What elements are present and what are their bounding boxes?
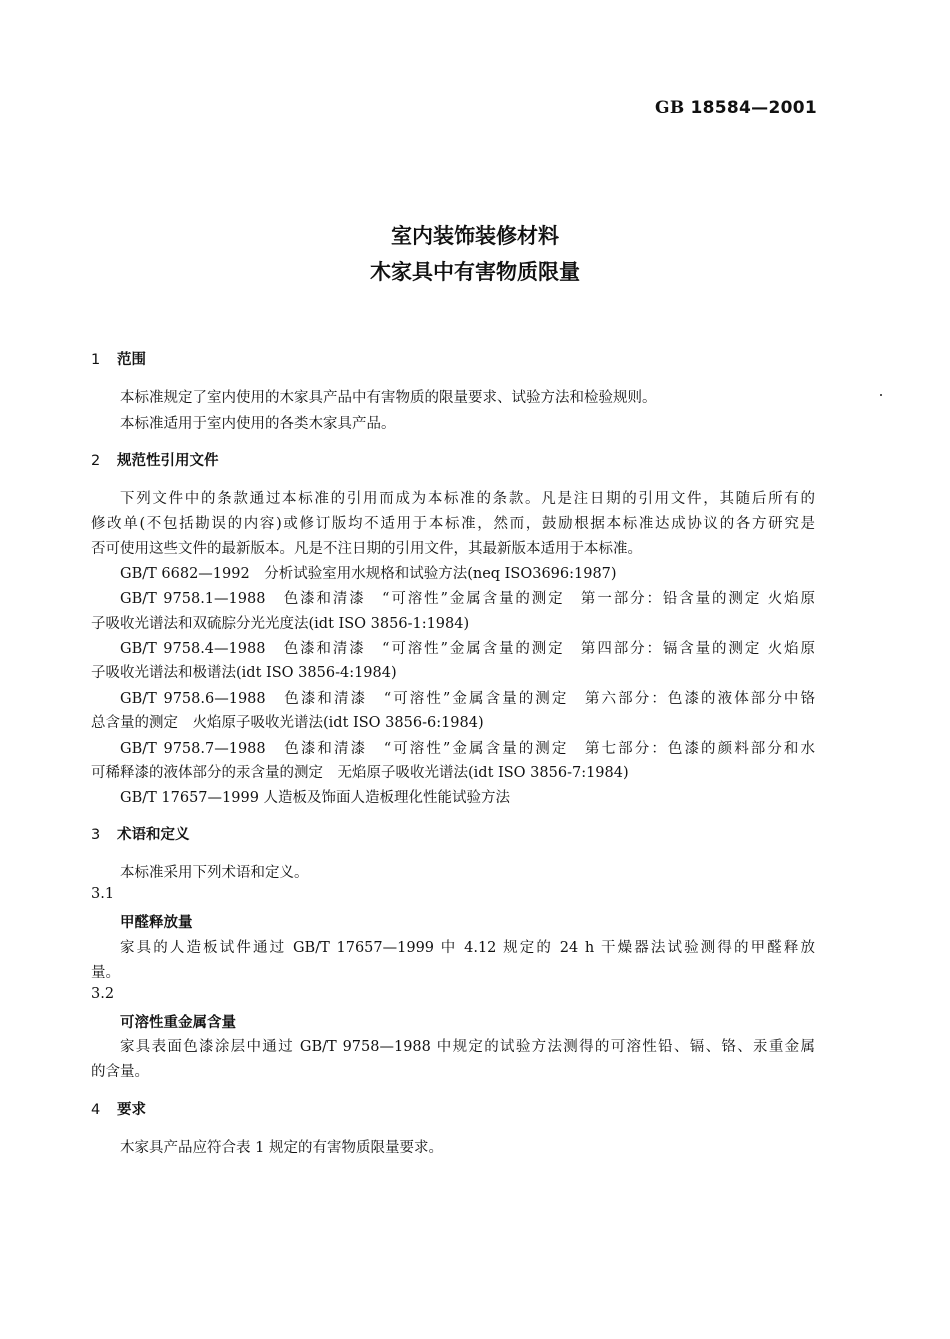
- section-1-para-2: 本标准适用于室内使用的各类木家具产品。: [120, 416, 396, 432]
- reference-3-line-2: 子吸收光谱法和极谱法(idt ISO 3856-4:1984): [91, 665, 397, 681]
- section-2-intro-line-2: 修改单(不包括勘误的内容)或修订版均不适用于本标准，然而，鼓励根据本标准达成协议的各方研究是: [91, 516, 815, 532]
- reference-4-line-2: 总含量的测定 火焰原子吸收光谱法(idt ISO 3856-6:1984): [91, 715, 484, 731]
- definition-1-text-line-1: 家具的人造板试件通过 GB/T 17657—1999 中 4.12 规定的 24 h 干燥器法试验测得的甲醛释放: [120, 940, 815, 956]
- section-number: 4: [91, 1102, 101, 1118]
- title-line-2: 木家具中有害物质限量: [370, 260, 580, 284]
- section-2-intro-line-1: 下列文件中的条款通过本标准的引用而成为本标准的条款。凡是注日期的引用文件，其随后所有的: [120, 491, 815, 507]
- section-3-heading: [91, 823, 190, 844]
- definition-2-term: 可溶性重金属含量: [120, 1015, 236, 1031]
- reference-5-line-1: GB/T 9758.7—1988 色漆和清漆 “可溶性”金属含量的测定 第七部分：色漆的颜料部分和水: [120, 741, 815, 757]
- section-1-heading: [91, 348, 146, 369]
- reference-2-line-1: GB/T 9758.1—1988 色漆和清漆 “可溶性”金属含量的测定 第一部分：铅含量的测定 火焰原: [120, 591, 815, 607]
- section-2-intro-line-3: 否可使用这些文件的最新版本。凡是不注日期的引用文件，其最新版本适用于本标准。: [91, 541, 642, 557]
- definition-1-text-line-2: 量。: [91, 965, 120, 981]
- scan-speck: [880, 394, 882, 396]
- reference-2-line-2: 子吸收光谱法和双硫腙分光光度法(idt ISO 3856-1:1984): [91, 616, 470, 632]
- section-1-para-1: 本标准规定了室内使用的木家具产品中有害物质的限量要求、试验方法和检验规则。: [120, 390, 657, 406]
- definition-2-text-line-1: 家具表面色漆涂层中通过 GB/T 9758—1988 中规定的试验方法测得的可溶性铅、镉、铬、汞重金属: [120, 1039, 815, 1055]
- section-title: 要求: [117, 1102, 146, 1118]
- section-title: 术语和定义: [117, 827, 190, 843]
- reference-3-line-1: GB/T 9758.4—1988 色漆和清漆 “可溶性”金属含量的测定 第四部分：镉含量的测定 火焰原: [120, 641, 815, 657]
- standard-code: [655, 98, 817, 118]
- section-4-heading: [91, 1098, 146, 1119]
- section-title: 范围: [117, 352, 146, 368]
- reference-1: GB/T 6682—1992 分析试验室用水规格和试验方法(neq ISO3696:1987): [120, 566, 617, 582]
- section-3-intro: 本标准采用下列术语和定义。: [120, 865, 309, 881]
- definition-2-text-line-2: 的含量。: [91, 1064, 149, 1080]
- reference-6: GB/T 17657—1999 人造板及饰面人造板理化性能试验方法: [120, 790, 511, 806]
- reference-4-line-1: GB/T 9758.6—1988 色漆和清漆 “可溶性”金属含量的测定 第六部分：色漆的液体部分中铬: [120, 691, 815, 707]
- definition-2-number: 3.2: [91, 986, 115, 1002]
- standard-prefix: GB: [655, 98, 685, 118]
- section-number: 3: [91, 827, 101, 843]
- section-number: 1: [91, 352, 101, 368]
- definition-1-term: 甲醛释放量: [120, 915, 193, 931]
- section-4-para-1: 木家具产品应符合表 1 规定的有害物质限量要求。: [120, 1140, 443, 1156]
- section-number: 2: [91, 453, 101, 469]
- section-2-heading: [91, 449, 219, 470]
- section-title: 规范性引用文件: [117, 453, 219, 469]
- standard-number: 18584—2001: [690, 98, 817, 118]
- title-line-1: 室内装饰装修材料: [391, 224, 559, 248]
- definition-1-number: 3.1: [91, 886, 115, 902]
- reference-5-line-2: 可稀释漆的液体部分的汞含量的测定 无焰原子吸收光谱法(idt ISO 3856-7:1984): [91, 765, 629, 781]
